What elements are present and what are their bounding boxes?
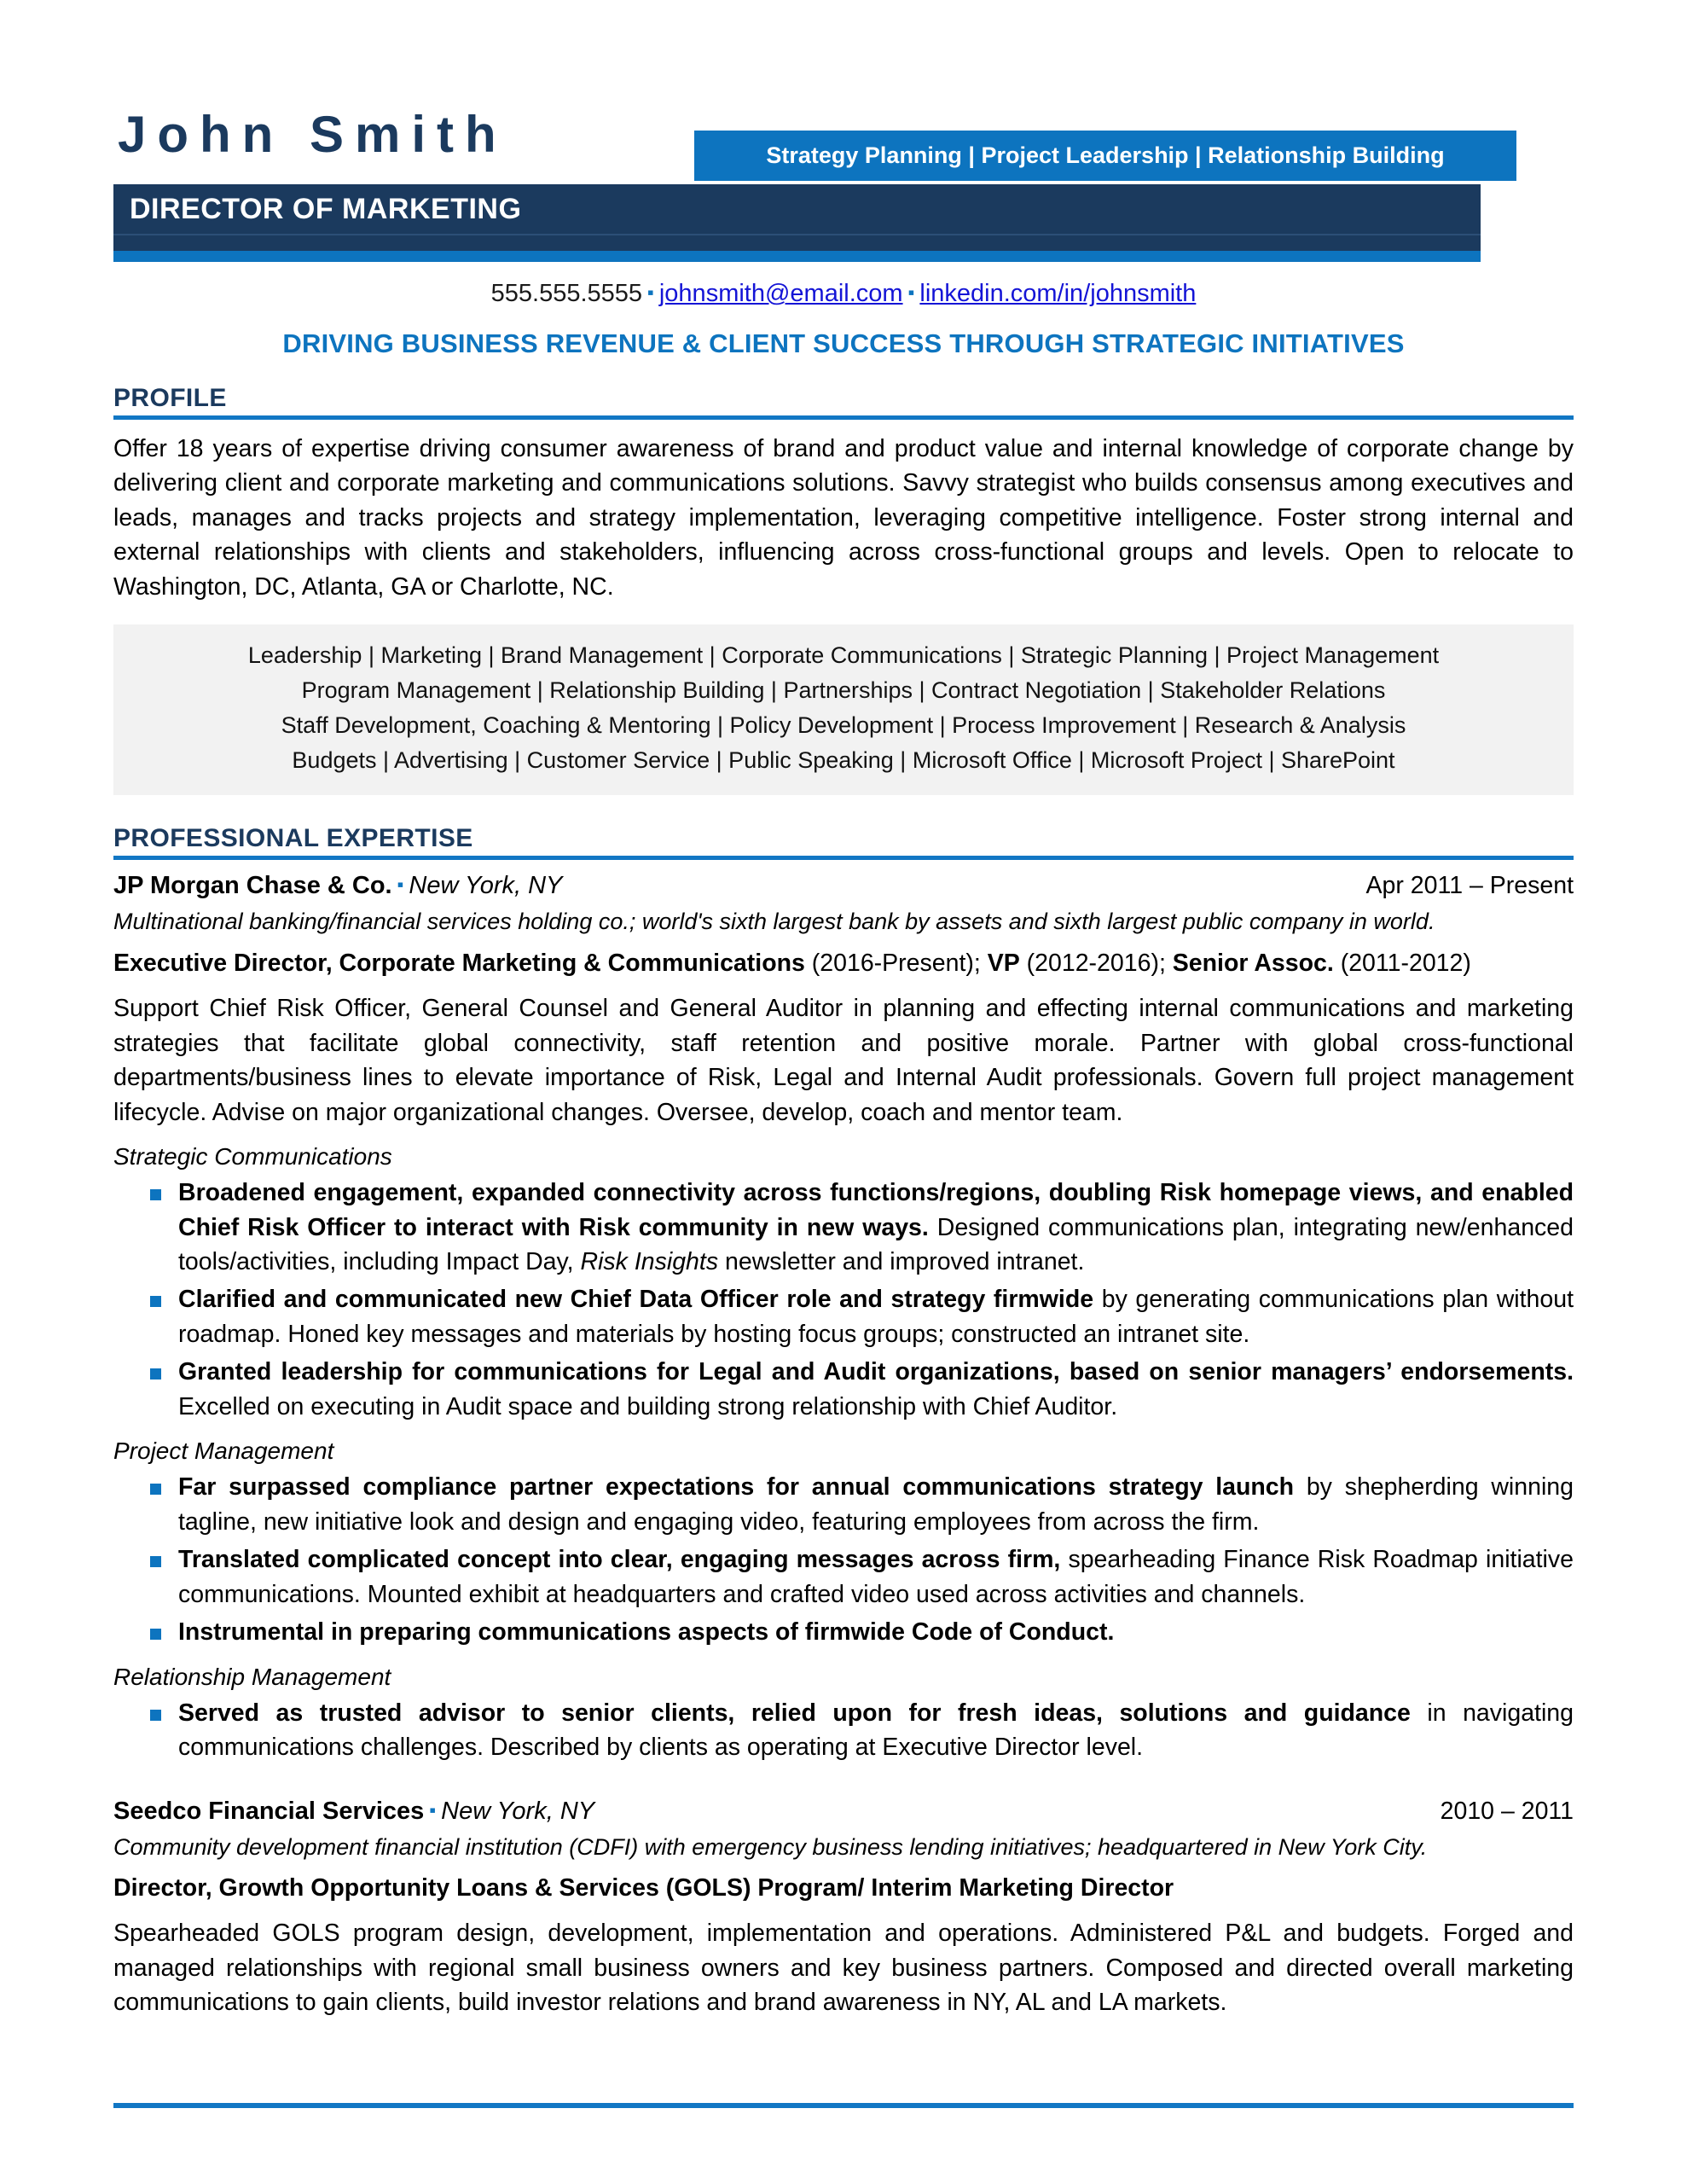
resume-body [113,384,1574,2020]
achievement-group-heading: Relationship Management [113,1663,391,1690]
achievement-list [113,1470,1574,1649]
company-blurb: Multinational banking/financial services holding co.; world's sixth largest bank by assets and sixth largest public company in world. [113,909,1435,935]
achievement-highlight: Clarified and communicated new Chief Data Officer role and strategy firmwide [178,1286,1094,1314]
company-name: JP Morgan Chase & Co. [113,872,392,900]
profile-paragraph: Offer 18 years of expertise driving consumer awareness of brand and product value and internal knowledge of corporate change by delivering client and corporate marketing and communications solutions. Savvy strategist who builds consensus among executives and leads, manages and tracks projects and strategy implementation, leveraging competitive intelligence. Foster strong internal and external relationships with clients and stakeholders, influencing across cross-functional groups and levels. Open to relocate to Washington, DC, Atlanta, GA or Charlotte, NC. [113,435,1574,601]
company-location: New York, NY [409,872,563,900]
achievement-detail: by generating communications plan without roadmap. Honed key messages and materials by hosting focus groups; constructed an intranet site. [178,1286,1574,1348]
company-location: New York, NY [441,1797,595,1825]
section-heading-profile: PROFILE [113,384,227,412]
skills-line: Staff Development, Coaching & Mentoring | Policy Development | Process Improvement | Research & Analysis [281,712,1406,739]
role-title-tertiary: Senior Assoc. [1172,950,1334,978]
achievement-item [113,1470,1574,1539]
achievement-highlight: Granted leadership for communications for Legal and Audit organizations, based on senior managers’ endorsements. [178,1358,1574,1386]
achievement-list [113,1696,1574,1765]
candidate-name: John Smith [118,106,507,163]
skills-line: Budgets | Advertising | Customer Service | Public Speaking | Microsoft Office | Microsoft Project | SharePoint [292,747,1395,774]
tagline-banner [694,131,1516,181]
role-title-line [113,1872,1574,1906]
linkedin-link[interactable]: linkedin.com/in/johnsmith [919,280,1197,307]
resume-header [0,0,1687,256]
achievement-highlight: Translated complicated concept into clear, engaging messages across firm, [178,1546,1061,1574]
role-dates-primary: (2016-Present); [804,950,988,978]
experience-entry [113,872,1574,1764]
company-name: Seedco Financial Services [113,1797,425,1825]
achievement-group-heading: Strategic Communications [113,1143,392,1170]
job-header-row [113,872,1574,900]
section-rule-experience [113,856,1574,860]
footer-rule [113,2103,1574,2108]
achievement-detail: Designed communications plan, integrating new/enhanced tools/activities, including Impact Day, [178,1213,1574,1275]
employment-dates: Apr 2011 – Present [1365,872,1574,900]
experience-entry [113,1798,1574,2020]
separator-square-icon: ▪ [397,874,404,896]
achievement-detail: in navigating communications challenges. Described by clients as operating at Executive Director level. [178,1699,1574,1762]
email-link[interactable]: johnsmith@email.com [658,280,903,307]
achievement-highlight: Served as trusted advisor to senior clients, relied upon for fresh ideas, solutions and guidance [178,1699,1411,1727]
achievement-item [113,1282,1574,1351]
achievement-list [113,1176,1574,1424]
contact-line [0,280,1687,308]
achievement-detail: by shepherding winning tagline, new initiative look and design and engaging video, featuring employees from across the firm. [178,1473,1574,1536]
achievement-detail: spearheading Finance Risk Roadmap initiative communications. Mounted exhibit at headquarters and crafted video used across activities and channels. [178,1546,1574,1608]
role-dates-tertiary: (2011-2012) [1333,950,1471,978]
section-heading-experience: PROFESSIONAL EXPERTISE [113,824,473,853]
achievement-item [113,1176,1574,1279]
achievement-highlight: Far surpassed compliance partner expectations for annual communications strategy launch [178,1473,1295,1502]
achievement-item [113,1355,1574,1424]
skills-line: Program Management | Relationship Building | Partnerships | Contract Negotiation | Stakeholder Relations [301,677,1386,704]
role-title-primary: Director, Growth Opportunity Loans & Services (GOLS) Program/ Interim Marketing Director [113,1874,1174,1902]
employment-dates: 2010 – 2011 [1440,1797,1574,1825]
achievement-item [113,1542,1574,1612]
role-summary: Spearheaded GOLS program design, development, implementation and operations. Administered P&L and budgets. Forged and managed relationships with regional small business owners and key business partners. Composed and directed overall marketing communications to gain clients, build investor relations and brand awareness in NY, AL and LA markets. [113,1920,1574,2017]
section-rule-profile [113,415,1574,420]
separator-square-icon: ▪ [907,282,915,303]
achievement-item [113,1615,1574,1649]
achievement-group-heading: Project Management [113,1438,334,1465]
tagline-text: Strategy Planning | Project Leadership | Relationship Building [766,142,1445,168]
achievement-detail: Excelled on executing in Audit space and building strong relationship with Chief Auditor. [178,1392,1118,1420]
role-title-line [113,947,1574,981]
achievement-item [113,1696,1574,1765]
achievement-detail-cont: newsletter and improved intranet. [718,1247,1085,1275]
role-dates-secondary: (2012-2016); [1019,950,1173,978]
company-blurb: Community development financial institution (CDFI) with emergency business lending initiatives; headquartered in New York City. [113,1833,1428,1860]
core-skills-box [113,624,1574,795]
role-title-secondary: VP [987,950,1020,978]
job-title-bar [113,184,1481,251]
headline-statement: DRIVING BUSINESS REVENUE & CLIENT SUCCESS THROUGH STRATEGIC INITIATIVES [282,328,1405,358]
role-title-primary: Executive Director, Corporate Marketing & Communications [113,950,805,978]
role-summary: Support Chief Risk Officer, General Counsel and General Auditor in planning and effecting internal communications and marketing strategies that facilitate global connectivity, staff retention and positive morale. Partner with global cross-functional departments/business lines to elevate importance of Risk, Legal and Internal Audit professionals. Govern full project management lifecycle. Advise on major organizational changes. Oversee, develop, coach and mentor team. [113,995,1574,1126]
skills-line: Leadership | Marketing | Brand Management | Corporate Communications | Strategic Planning | Project Management [247,642,1440,669]
title-accent-bar [113,251,1481,262]
achievement-highlight: Broadened engagement, expanded connectivity across functions/regions, doubling Risk homepage views, and enabled Chief Risk Officer to interact with Risk community in new ways. [178,1179,1574,1241]
separator-square-icon: ▪ [429,1798,437,1821]
job-header-row [113,1798,1574,1826]
achievement-highlight: Instrumental in preparing communications aspects of firmwide Code of Conduct. [178,1618,1115,1647]
phone-number: 555.555.5555 [490,280,643,307]
job-title-text: DIRECTOR OF MARKETING [130,193,522,225]
achievement-italic: Risk Insights [580,1247,719,1275]
title-bar-inner-rule [113,234,1481,235]
separator-square-icon: ▪ [647,282,654,303]
